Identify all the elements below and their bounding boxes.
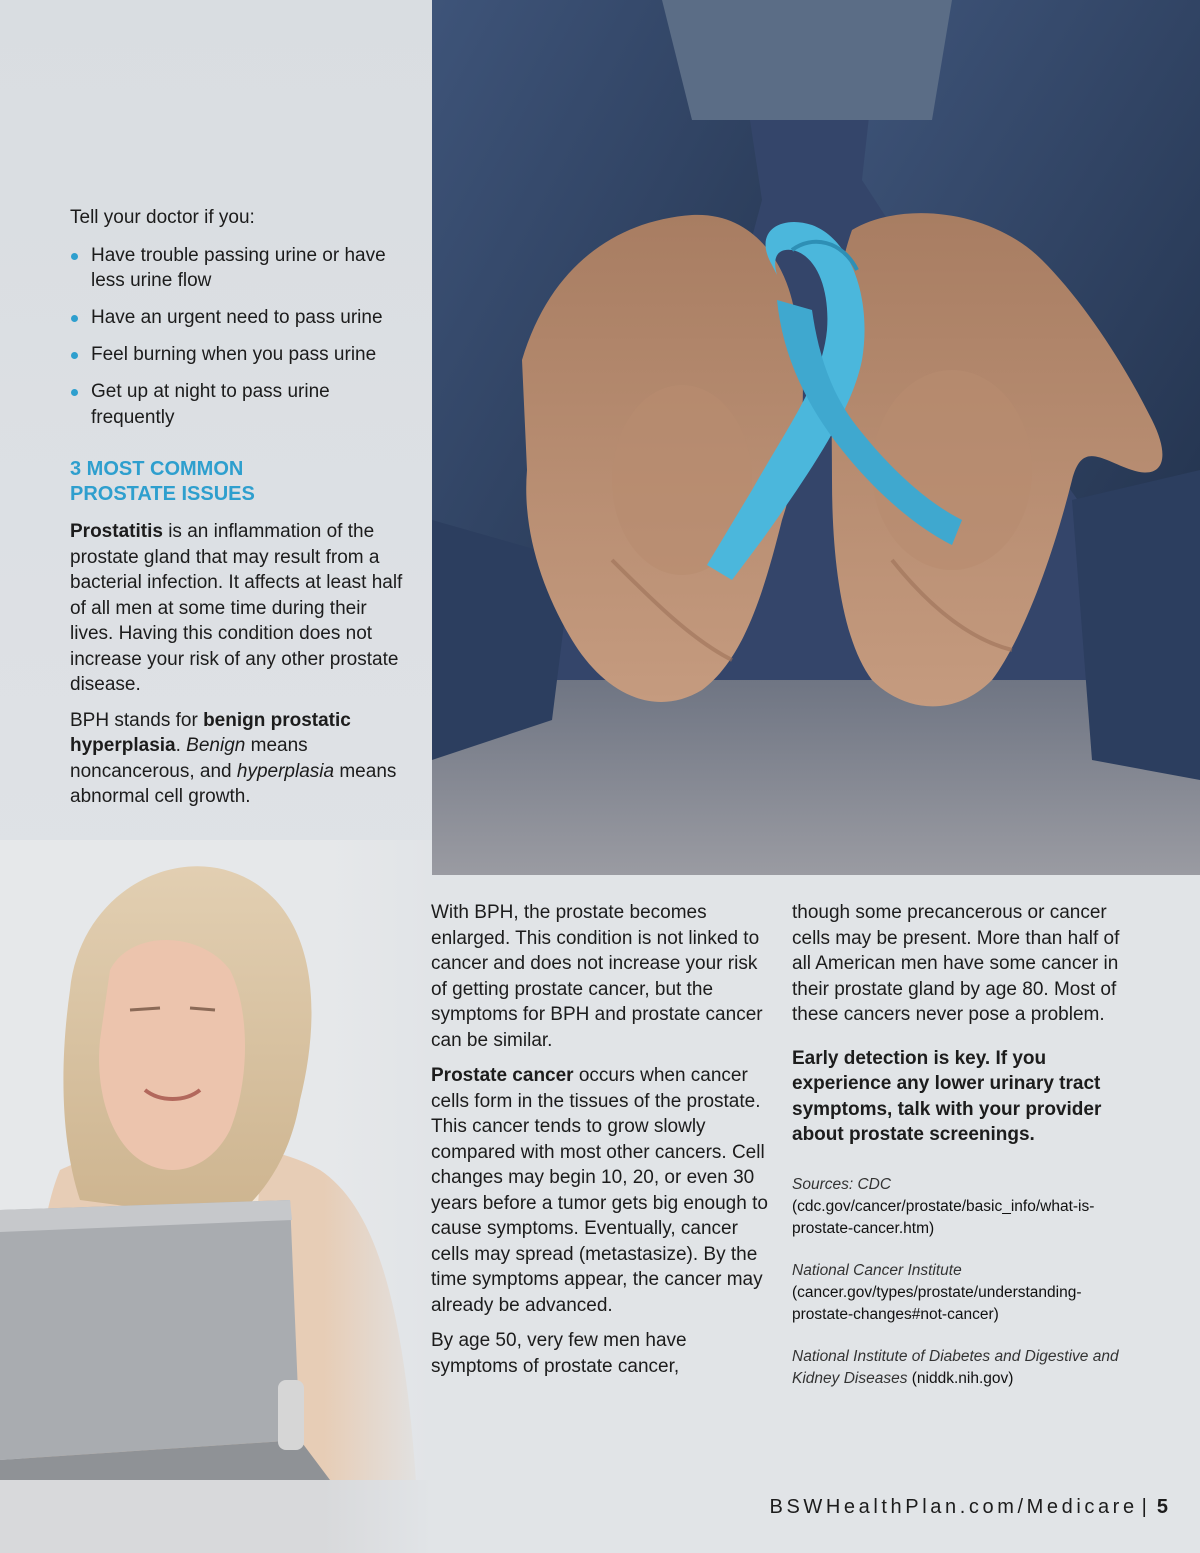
footer-separator: | [1141, 1496, 1147, 1518]
section-heading: 3 MOST COMMON PROSTATE ISSUES [70, 458, 255, 505]
intro-lead: Tell your doctor if you: [70, 207, 255, 228]
source-link[interactable]: (cdc.gov/cancer/prostate/basic_info/what-is-prostate-cancer.htm) [792, 1197, 1095, 1237]
bph-paragraph: BPH stands for benign prostatic hyperplasia. Benign means noncancerous, and hyperplasia means abnormal cell growth. [70, 709, 397, 807]
bullet-dot-icon [71, 389, 78, 396]
list-item: Get up at night to pass urine frequently [70, 379, 415, 430]
footer-site-link[interactable]: BSWHealthPlan.com/Medicare [769, 1496, 1138, 1518]
source-niddk: National Institute of Diabetes and Digestive and Kidney Diseases (niddk.nih.gov) [792, 1347, 1119, 1387]
page-number: 5 [1156, 1496, 1168, 1518]
right-column [792, 900, 1137, 1410]
prostate-cancer-paragraph: Prostate cancer occurs when cancer cells form in the tissues of the prostate. This cancer tends to grow slowly compared with most other cancers. Cell changes may begin 10, 20, or even 30 years before a tumor gets big enough to cause symptoms. Eventually, cancer cells may spread (metastasize). By the time symptoms appear, the cancer may already be advanced. [431, 1065, 768, 1316]
page-footer [770, 1496, 1168, 1519]
ribbon-hands-photo [432, 0, 1200, 875]
source-link[interactable]: (niddk.nih.gov) [911, 1369, 1014, 1387]
symptom-list [70, 243, 415, 431]
precancerous-paragraph: though some precancerous or cancer cells may be present. More than half of all American men have some cancer in their prostate gland by age 80. Most of these cancers never pose a problem. [792, 902, 1120, 1025]
list-item: Have an urgent need to pass urine [70, 305, 415, 331]
list-item: Feel burning when you pass urine [70, 342, 415, 368]
list-item: Have trouble passing urine or have less urine flow [70, 243, 415, 294]
bullet-dot-icon [71, 253, 78, 260]
intro-column [70, 205, 415, 820]
bullet-dot-icon [71, 352, 78, 359]
source-link[interactable]: (cancer.gov/types/prostate/understanding-prostate-changes#not-cancer) [792, 1283, 1082, 1323]
middle-column [431, 900, 776, 1389]
source-cdc: Sources: CDC (cdc.gov/cancer/prostate/basic_info/what-is-prostate-cancer.htm) [792, 1175, 1095, 1237]
bph-detail-paragraph: With BPH, the prostate becomes enlarged. This condition is not linked to cancer and does not increase your risk of getting prostate cancer, but the symptoms for BPH and prostate cancer can be similar. [431, 902, 763, 1051]
age-50-paragraph: By age 50, very few men have symptoms of prostate cancer, [431, 1330, 687, 1377]
source-nci: National Cancer Institute (cancer.gov/types/prostate/understanding-prostate-changes#not-cancer) [792, 1261, 1082, 1323]
woman-laptop-photo [0, 840, 432, 1553]
early-detection-callout: Early detection is key. If you experience any lower urinary tract symptoms, talk with your provider about prostate screenings. [792, 1047, 1102, 1145]
prostatitis-paragraph: Prostatitis is an inflammation of the prostate gland that may result from a bacterial infection. It affects at least half of all men at some time during their lives. Having this condition does not increase your risk of any other prostate disease. [70, 521, 403, 695]
bullet-dot-icon [71, 315, 78, 322]
